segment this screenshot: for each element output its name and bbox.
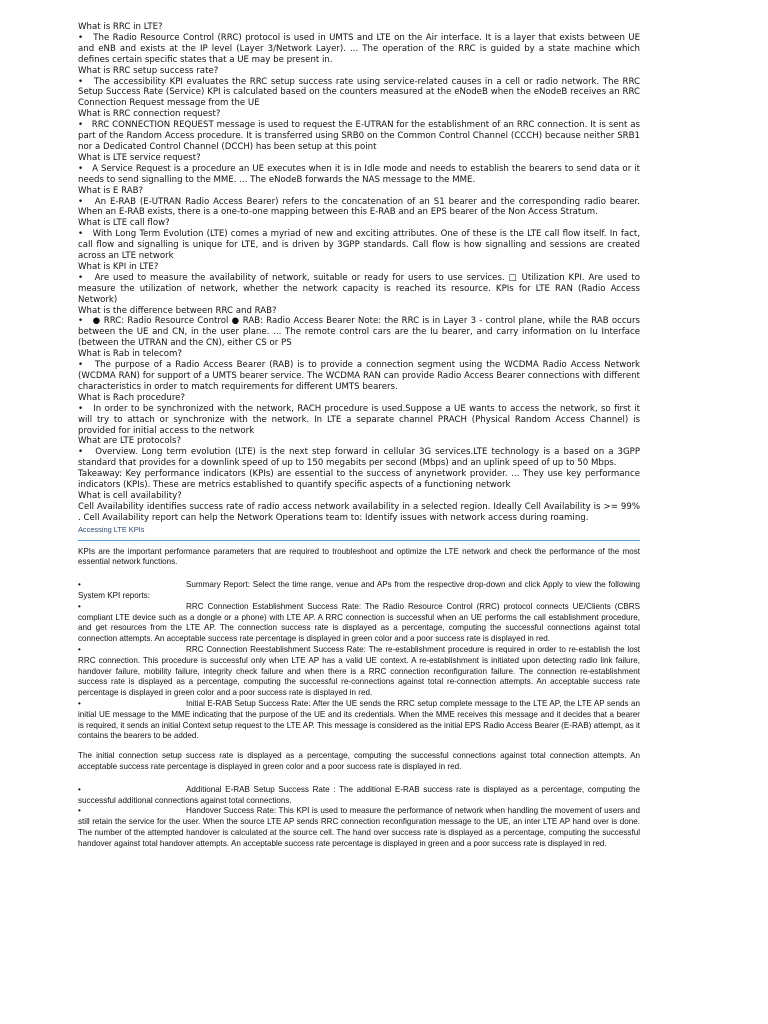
faq-question: What is RRC setup success rate? bbox=[78, 65, 219, 76]
kpi-item-text: Additional E-RAB Setup Success Rate : The additional E-RAB success rate is displayed as a percentage, computing the successful additional connections against total connections. bbox=[78, 784, 640, 805]
faq-question: What is E RAB? bbox=[78, 185, 144, 196]
faq-question: What is cell availability? bbox=[78, 490, 182, 501]
bullet-icon: • bbox=[78, 699, 81, 709]
section-heading: Accessing LTE KPIs bbox=[78, 524, 145, 534]
bullet-icon: • bbox=[78, 806, 81, 816]
faq-answer: • The accessibility KPI evaluates the RRC setup success rate using service-related causes in a cell or radio network. The RRC Setup Success Rate (Service) KPI is calculated based on the counters measured at the eNodeB when the eNodeB receives an RRC Connection Request message from the UE bbox=[78, 77, 640, 110]
faq-answer: • With Long Term Evolution (LTE) comes a myriad of new and exciting attributes. One of these is the LTE call flow itself. In fact, call flow and signalling is unique for LTE, and is driven by 3GPP standards. Call flow is how signalling and sessions are created across an LTE network bbox=[78, 229, 640, 262]
faq-question: What is RRC connection request? bbox=[78, 109, 221, 120]
faq-answer: • An E-RAB (E-UTRAN Radio Access Bearer) refers to the concatenation of an S1 bearer and the corresponding radio bearer. When an E-RAB exists, there is a one-to-one mapping between this E-RAB and an EPS bearer of the Non Access Stratum. bbox=[78, 197, 640, 219]
kpi-item-text: Initial E-RAB Setup Success Rate: After the UE sends the RRC setup complete message to the LTE AP, the LTE AP sends an initial UE message to the MME indicating that the purpose of the UE and its credentials. When the MME receives this message and it decides that a bearer is required, it sends an initial Context setup request to the LTE AP. This message is considered as the initial EPS Radio Access Bearer (E-RAB) attempt, as it contains the bearers to be added. bbox=[78, 699, 640, 741]
faq-section bbox=[78, 22, 640, 524]
kpi-item bbox=[78, 645, 640, 699]
kpi-item-text: RRC Connection Reestablishment Success Rate: The re-establishment procedure is required in order to re-establish the lost RRC connection. This procedure is successful only when LTE AP has a valid UE context. A re-establishment is initiated upon detecting radio link failure, handover failure, mobility failure, integrity check failure and when there is a RRC connection reconfiguration failure. The connection re-establishment success rate is displayed as a percentage, computing the successful re-connections against total re-connection attempts. An acceptable success rate percentage is displayed in green color and a poor success rate is displayed in red. bbox=[78, 645, 640, 698]
faq-answer: • ● RRC: Radio Resource Control ● RAB: Radio Access Bearer Note: the RRC is in Layer 3 - control plane, while the RAB occurs between the UE and CN, in the user plane. ... The remote control cars are the Iu bearer, and carry information on Iu Interface (between the UTRAN and the CN), either CS or PS bbox=[78, 316, 640, 349]
bullet-icon: • bbox=[78, 580, 81, 590]
document-page bbox=[78, 22, 640, 850]
faq-question: What is Rach procedure? bbox=[78, 392, 186, 403]
faq-answer: • In order to be synchronized with the network, RACH procedure is used.Suppose a UE wants to access the network, so first it will try to attach or synchronize with the network. In LTE a separate channel PRACH (Physical Random Access Channel) is provided for initial access to the network bbox=[78, 404, 640, 437]
faq-answer: • The Radio Resource Control (RRC) protocol is used in UMTS and LTE on the Air interface. It is a layer that exists between UE and eNB and exists at the IP level (Layer 3/Network Layer). ... The operation of the RRC is guided by a state machine which defines certain specific states that a UE may be present in. bbox=[78, 33, 640, 66]
kpi-item-text: RRC Connection Establishment Success Rate: The Radio Resource Control (RRC) protocol connects UE/Clients (CBRS compliant LTE device such as a dongle or a phone) with LTE AP. A RRC connection is successful when an UE performs the call establishment procedure, and get resources from the LTE AP. The connection success rate is displayed as a percentage, computing the successful connections against total connection attempts. An acceptable success rate percentage is displayed in green color and a poor success rate is displayed in red. bbox=[78, 601, 640, 644]
faq-question: What is the difference between RRC and RAB? bbox=[78, 305, 277, 316]
faq-question: What is RRC in LTE? bbox=[78, 22, 163, 32]
faq-question: What is LTE call flow? bbox=[78, 218, 170, 229]
mid-paragraph: The initial connection setup success rate is displayed as a percentage, computing the successful connections against total connection attempts. An acceptable success rate percentage is displayed in green color and a poor success rate is displayed in red. bbox=[78, 751, 640, 772]
kpi-item-text: Handover Success Rate: This KPI is used to measure the performance of network when handling the movement of users and still retain the service for the user. When the source LTE AP sends RRC connection reconfiguration message to the UE, an inter LTE AP hand over is done. The number of the attempted handover is calculated at the source cell. The hand over success rate is displayed as a percentage, computing the successful handover against total handover attempts. An acceptable success rate percentage is displayed in green and a poor success rate is displayed in red. bbox=[78, 806, 640, 848]
faq-question: What is Rab in telecom? bbox=[78, 349, 182, 360]
faq-question: What is KPI in LTE? bbox=[78, 261, 159, 272]
faq-answer: • Are used to measure the availability of network, suitable or ready for users to use services. □ Utilization KPI. Are used to measure the utilization of network, whether the network capacity is reached its resource. KPIs for LTE RAN (Radio Access Network) bbox=[78, 273, 640, 306]
faq-answer: • A Service Request is a procedure an UE executes when it is in Idle mode and needs to establish the bearers to send data or it needs to send signalling to the MME. ... The eNodeB forwards the NAS message to the MME. bbox=[78, 164, 640, 186]
kpi-item-text: Summary Report: Select the time range, venue and APs from the respective drop-down and click Apply to view the following System KPI reports: bbox=[78, 580, 640, 601]
faq-question: What are LTE protocols? bbox=[78, 436, 182, 447]
faq-paragraph: Cell Availability identifies success rate of radio access network availability in a selected region. Ideally Cell Availability is >= 99% . Cell Availability report can help the Network Operations team to: Identify issues with network access during roaming. bbox=[78, 501, 640, 523]
intro-paragraph: KPIs are the important performance parameters that are required to troubleshoot and optimize the LTE network and check the performance of the most essential network functions. bbox=[78, 546, 640, 567]
faq-answer: • RRC CONNECTION REQUEST message is used to request the E-UTRAN for the establishment of an RRC connection. It is sent as part of the Random Access procedure. It is transferred using SRB0 on the Common Control Channel (CCCH) because neither SRB1 nor a Dedicated Control Channel (DCCH) has been setup at this point bbox=[78, 120, 640, 153]
kpi-item bbox=[78, 785, 640, 807]
faq-paragraph: Takeaway: Key performance indicators (KPIs) are essential to the success of anynetwork provider. ... They use key performance indicators (KPIs). These are metrics established to quantify specific aspects of a functioning network bbox=[78, 469, 640, 491]
kpi-item bbox=[78, 806, 640, 849]
faq-answer: • The purpose of a Radio Access Bearer (RAB) is to provide a connection segment using the WCDMA Radio Access Network (WCDMA RAN) for support of a UMTS bearer service. The WCDMA RAN can provide Radio Access Bearer connections with different characteristics in order to match requirements for different UMTS bearers. bbox=[78, 360, 640, 393]
kpi-item bbox=[78, 580, 640, 602]
bullet-icon: • bbox=[78, 645, 81, 655]
bullet-icon: • bbox=[78, 601, 81, 611]
divider bbox=[78, 540, 640, 541]
faq-answer: • Overview. Long term evolution (LTE) is the next step forward in cellular 3G services.LTE technology is a based on a 3GPP standard that provides for a downlink speed of up to 150 megabits per second (Mbps) and an uplink speed of up to 50 Mbps. bbox=[78, 447, 640, 469]
kpi-item bbox=[78, 699, 640, 742]
bullet-icon: • bbox=[78, 784, 81, 794]
faq-question: What is LTE service request? bbox=[78, 152, 201, 163]
kpi-item bbox=[78, 602, 640, 645]
kpi-section bbox=[78, 547, 640, 850]
